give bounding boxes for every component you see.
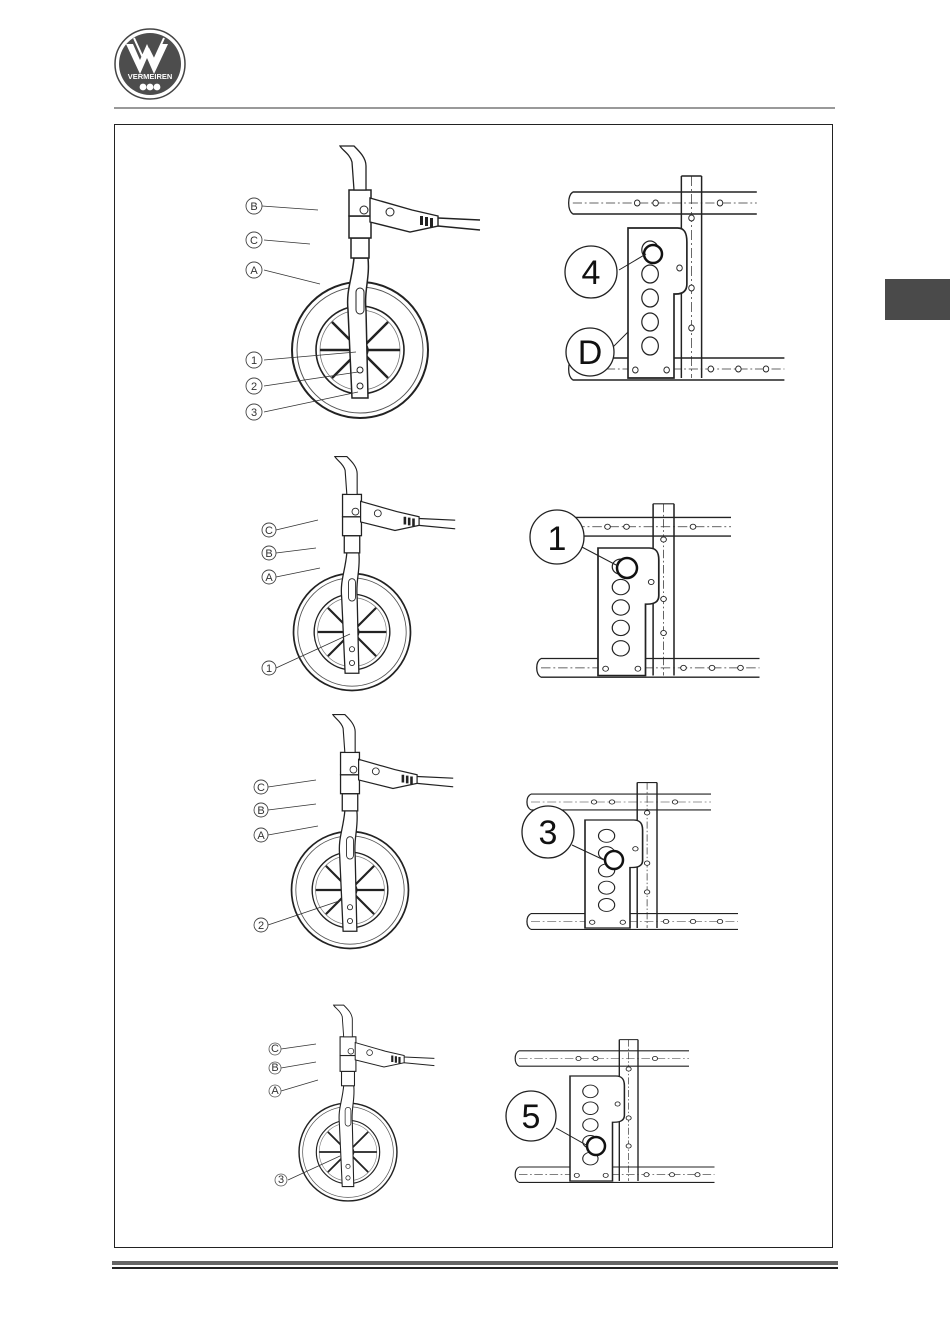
- position-number: 1: [547, 520, 567, 558]
- logo-text: VERMEIREN: [127, 72, 173, 81]
- callout-label: B: [257, 805, 265, 817]
- callout-label: 3: [250, 407, 258, 419]
- wheel-diagram-3: [292, 715, 454, 949]
- callout-label: 3: [277, 1174, 285, 1186]
- callout-label: C: [265, 525, 273, 537]
- callout-label: A: [271, 1085, 279, 1097]
- position-number: 4: [581, 254, 601, 292]
- part-letter: D: [577, 334, 603, 372]
- wheel-diagram-1: [292, 146, 480, 418]
- callout-label: C: [257, 782, 265, 794]
- footer-rule-thin: [112, 1267, 838, 1269]
- wheel-diagram-2: [294, 457, 456, 691]
- position-number: 5: [521, 1098, 541, 1136]
- position-number: 3: [538, 814, 558, 852]
- callout-label: 1: [250, 355, 258, 367]
- footer-rule: [112, 1261, 838, 1265]
- callout-label: A: [265, 572, 273, 584]
- callout-label: C: [250, 235, 258, 247]
- callout-label: A: [257, 830, 265, 842]
- callout-label: B: [250, 201, 258, 213]
- wheel-diagram-4: [299, 1005, 434, 1201]
- callout-label: B: [265, 548, 273, 560]
- callout-label: 1: [265, 663, 273, 675]
- callout-label: 2: [257, 920, 265, 932]
- callout-label: 2: [250, 381, 258, 393]
- callout-label: A: [250, 265, 258, 277]
- callout-label: C: [271, 1043, 279, 1055]
- callout-label: B: [271, 1062, 279, 1074]
- callouts-row-3: [254, 780, 342, 932]
